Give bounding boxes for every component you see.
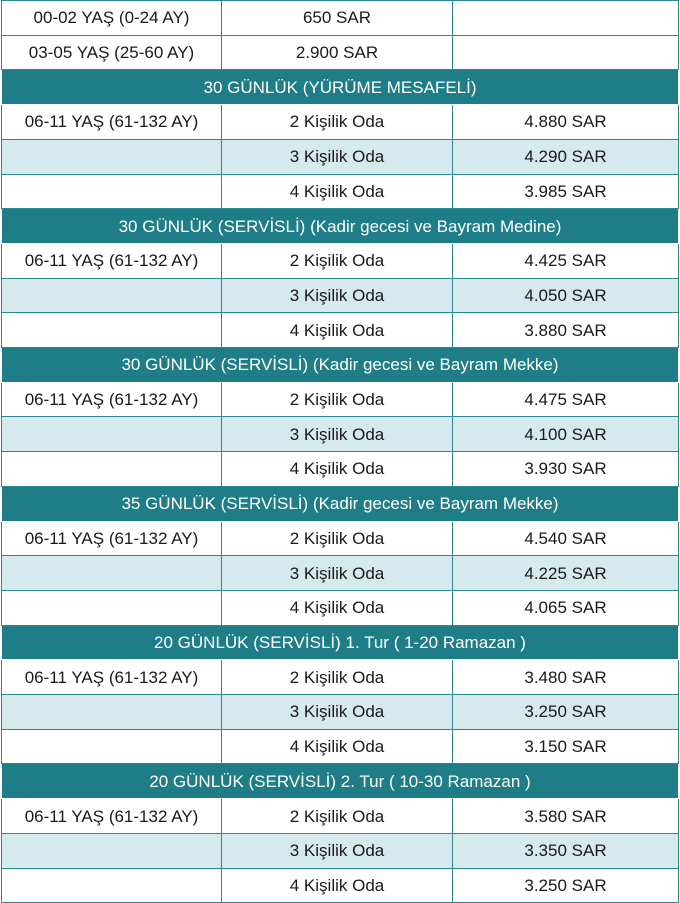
table-row [2,521,679,556]
table-row [2,382,679,417]
price-cell: 3.480 SAR [453,660,679,695]
table-row [2,243,679,278]
table-row [2,556,679,591]
age-cell: 06-11 YAŞ (61-132 AY) [2,382,222,417]
table-row [2,1,679,36]
empty-cell [2,417,222,452]
room-cell: 2 Kişilik Oda [222,521,453,556]
age-cell: 03-05 YAŞ (25-60 AY) [2,35,222,70]
section-header [2,70,679,105]
section-header [2,764,679,799]
price-cell: 4.050 SAR [453,278,679,313]
room-cell: 4 Kişilik Oda [222,590,453,625]
price-cell: 3.880 SAR [453,313,679,348]
table-row [2,799,679,834]
table-row [2,35,679,70]
table-row [2,139,679,174]
empty-cell [2,452,222,487]
room-cell: 3 Kişilik Oda [222,556,453,591]
table-row [2,695,679,730]
room-cell: 2 Kişilik Oda [222,105,453,140]
room-cell: 3 Kişilik Oda [222,417,453,452]
empty-cell [2,833,222,868]
price-cell: 4.225 SAR [453,556,679,591]
empty-cell [453,35,679,70]
age-cell: 00-02 YAŞ (0-24 AY) [2,1,222,36]
price-cell: 3.930 SAR [453,452,679,487]
price-cell: 4.290 SAR [453,139,679,174]
empty-cell [453,1,679,36]
room-cell: 2 Kişilik Oda [222,243,453,278]
table-row [2,660,679,695]
price-cell: 3.150 SAR [453,729,679,764]
table-row [2,452,679,487]
table-row [2,105,679,140]
price-cell: 3.350 SAR [453,833,679,868]
section-header [2,625,679,660]
price-cell: 4.065 SAR [453,590,679,625]
table-row [2,868,679,903]
table-row [2,833,679,868]
table-row [2,313,679,348]
price-table [1,0,679,903]
price-cell: 4.425 SAR [453,243,679,278]
section-title: 35 GÜNLÜK (SERVİSLİ) (Kadir gecesi ve Bayram Mekke) [2,486,679,521]
empty-cell [2,556,222,591]
room-cell: 4 Kişilik Oda [222,868,453,903]
price-cell: 3.580 SAR [453,799,679,834]
table-row [2,729,679,764]
age-cell: 06-11 YAŞ (61-132 AY) [2,243,222,278]
price-cell: 650 SAR [222,1,453,36]
room-cell: 4 Kişilik Oda [222,313,453,348]
room-cell: 4 Kişilik Oda [222,729,453,764]
room-cell: 3 Kişilik Oda [222,139,453,174]
empty-cell [2,695,222,730]
price-cell: 2.900 SAR [222,35,453,70]
section-title: 20 GÜNLÜK (SERVİSLİ) 2. Tur ( 10-30 Ramazan ) [2,764,679,799]
empty-cell [2,139,222,174]
room-cell: 4 Kişilik Oda [222,452,453,487]
room-cell: 3 Kişilik Oda [222,695,453,730]
section-title: 30 GÜNLÜK (SERVİSLİ) (Kadir gecesi ve Bayram Medine) [2,209,679,244]
table-row [2,417,679,452]
empty-cell [2,313,222,348]
empty-cell [2,590,222,625]
price-cell: 3.985 SAR [453,174,679,209]
price-cell: 4.540 SAR [453,521,679,556]
section-title: 20 GÜNLÜK (SERVİSLİ) 1. Tur ( 1-20 Ramazan ) [2,625,679,660]
room-cell: 3 Kişilik Oda [222,278,453,313]
price-cell: 4.475 SAR [453,382,679,417]
empty-cell [2,174,222,209]
section-header [2,209,679,244]
room-cell: 2 Kişilik Oda [222,660,453,695]
section-header [2,348,679,383]
section-title: 30 GÜNLÜK (SERVİSLİ) (Kadir gecesi ve Bayram Mekke) [2,348,679,383]
room-cell: 2 Kişilik Oda [222,382,453,417]
empty-cell [2,868,222,903]
price-cell: 3.250 SAR [453,695,679,730]
empty-cell [2,729,222,764]
room-cell: 3 Kişilik Oda [222,833,453,868]
age-cell: 06-11 YAŞ (61-132 AY) [2,660,222,695]
age-cell: 06-11 YAŞ (61-132 AY) [2,521,222,556]
price-cell: 4.880 SAR [453,105,679,140]
empty-cell [2,278,222,313]
age-cell: 06-11 YAŞ (61-132 AY) [2,799,222,834]
table-row [2,278,679,313]
price-cell: 3.250 SAR [453,868,679,903]
room-cell: 2 Kişilik Oda [222,799,453,834]
table-row [2,174,679,209]
table-row [2,590,679,625]
room-cell: 4 Kişilik Oda [222,174,453,209]
section-header [2,486,679,521]
price-cell: 4.100 SAR [453,417,679,452]
age-cell: 06-11 YAŞ (61-132 AY) [2,105,222,140]
section-title: 30 GÜNLÜK (YÜRÜME MESAFELİ) [2,70,679,105]
